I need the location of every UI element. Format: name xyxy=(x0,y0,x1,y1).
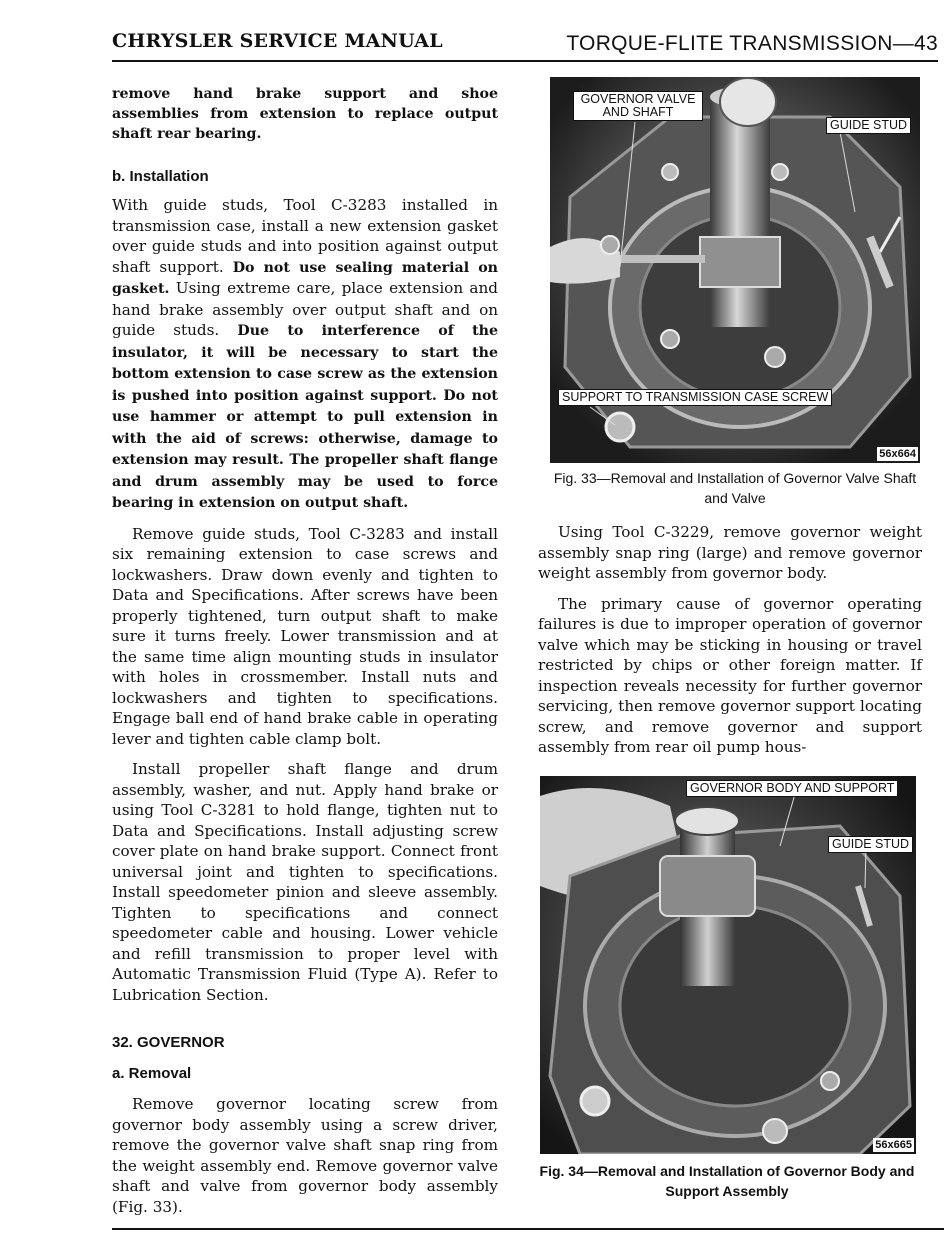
installation-paragraph-1 xyxy=(112,195,498,514)
installation-paragraph-2: Remove guide studs, Tool C-3283 and install six remaining extension to case screws and lockwashers. Draw down evenly and tighten to Data and Specifications. After screws have been properly tightened, turn output shaft to make sure it turns freely. Lower transmission and at the same time align mounting studs in insulator with holes in crossmember. Install nuts and lockwashers and tighten to specifications. Engage ball end of hand brake cable in operating lever and tighten cable clamp bolt. xyxy=(112,524,498,748)
warning-run: Due to interference of the insulator, it will be necessary to start the bottom extension to case screw as the extension is pushed into position against support. Do not use hammer or attempt to pull extension in with the aid of screws: otherwise, damage to extension may result. The propeller shaft flange and drum assembly may be used to force bearing in extension on output shaft. xyxy=(112,323,499,512)
callout-governor-body-and-support: GOVERNOR BODY AND SUPPORT xyxy=(686,780,898,797)
callout-guide-stud: GUIDE STUD xyxy=(828,836,913,853)
callout-guide-stud: GUIDE STUD xyxy=(826,117,911,134)
running-header-title: CHRYSLER SERVICE MANUAL xyxy=(112,30,443,52)
header-rule xyxy=(112,60,938,62)
photo-id-label: 56x664 xyxy=(879,448,916,460)
figure-34-photo xyxy=(540,776,916,1154)
photo-id-label: 56x665 xyxy=(875,1139,912,1151)
figure-34-caption: Fig. 34—Removal and Installation of Governor Body and Support Assembly xyxy=(539,1163,915,1199)
heading-removal: a. Removal xyxy=(112,1064,192,1082)
figure-33-photo xyxy=(550,77,920,463)
footer-rule xyxy=(112,1228,944,1230)
figure-33-caption: Fig. 33—Removal and Installation of Governor Valve Shaft and Valve xyxy=(553,470,917,506)
left-column xyxy=(112,84,498,1217)
installation-paragraph-3: Install propeller shaft flange and drum assembly, washer, and nut. Apply hand brake or using Tool C-3281 to hold flange, tighten nut to Data and Specifications. Install adjusting screw cover plate on hand brake support. Connect front universal joint and tighten to specifications. Install speedometer pinion and sleeve assembly. Tighten to specifications and connect speedometer cable and housing. Lower vehicle and refill transmission to proper level with Automatic Transmission Fluid (Type A). Refer to Lubrication Section. xyxy=(112,760,498,1004)
warning-run: Do not use sealing material on gasket. xyxy=(112,259,498,298)
continued-warning-paragraph: remove hand brake support and shoe assemblies from extension to replace output shaft rear bearing. xyxy=(112,86,498,143)
right-column xyxy=(538,522,922,758)
governor-body-photo-illustration xyxy=(540,776,916,1154)
callout-governor-valve-and-shaft: GOVERNOR VALVE AND SHAFT xyxy=(573,91,703,121)
removal-paragraph: Remove governor locating screw from governor body assembly using a screw driver, remove the governor valve shaft snap ring from the weight assembly end. Remove governor valve shaft and valve from governor body assembly (Fig. 33). xyxy=(112,1095,498,1216)
callout-support-to-case-screw: SUPPORT TO TRANSMISSION CASE SCREW xyxy=(558,389,832,406)
running-header-section-page: TORQUE-FLITE TRANSMISSION—43 xyxy=(566,32,938,55)
text-run: With guide studs, Tool C-3283 installed in transmission case, install a new extension gasket over guide studs and into position against output shaft support. xyxy=(112,196,498,276)
right-paragraph-2: The primary cause of governor operating failures is due to improper operation of governor valve which may be sticking in housing or travel restricted by chips or other foreign matter. If inspection reveals necessity for further governor servicing, then remove governor support locating screw, and remove governor and support assembly from rear oil pump hous- xyxy=(538,594,922,756)
text-run: Using extreme care, place extension and hand brake assembly over output shaft and on guide studs. xyxy=(112,279,498,340)
heading-governor: 32. GOVERNOR xyxy=(112,1034,225,1052)
right-paragraph-1: Using Tool C-3229, remove governor weight assembly snap ring (large) and remove governor weight assembly from governor body. xyxy=(538,523,922,582)
heading-installation: b. Installation xyxy=(112,167,209,185)
